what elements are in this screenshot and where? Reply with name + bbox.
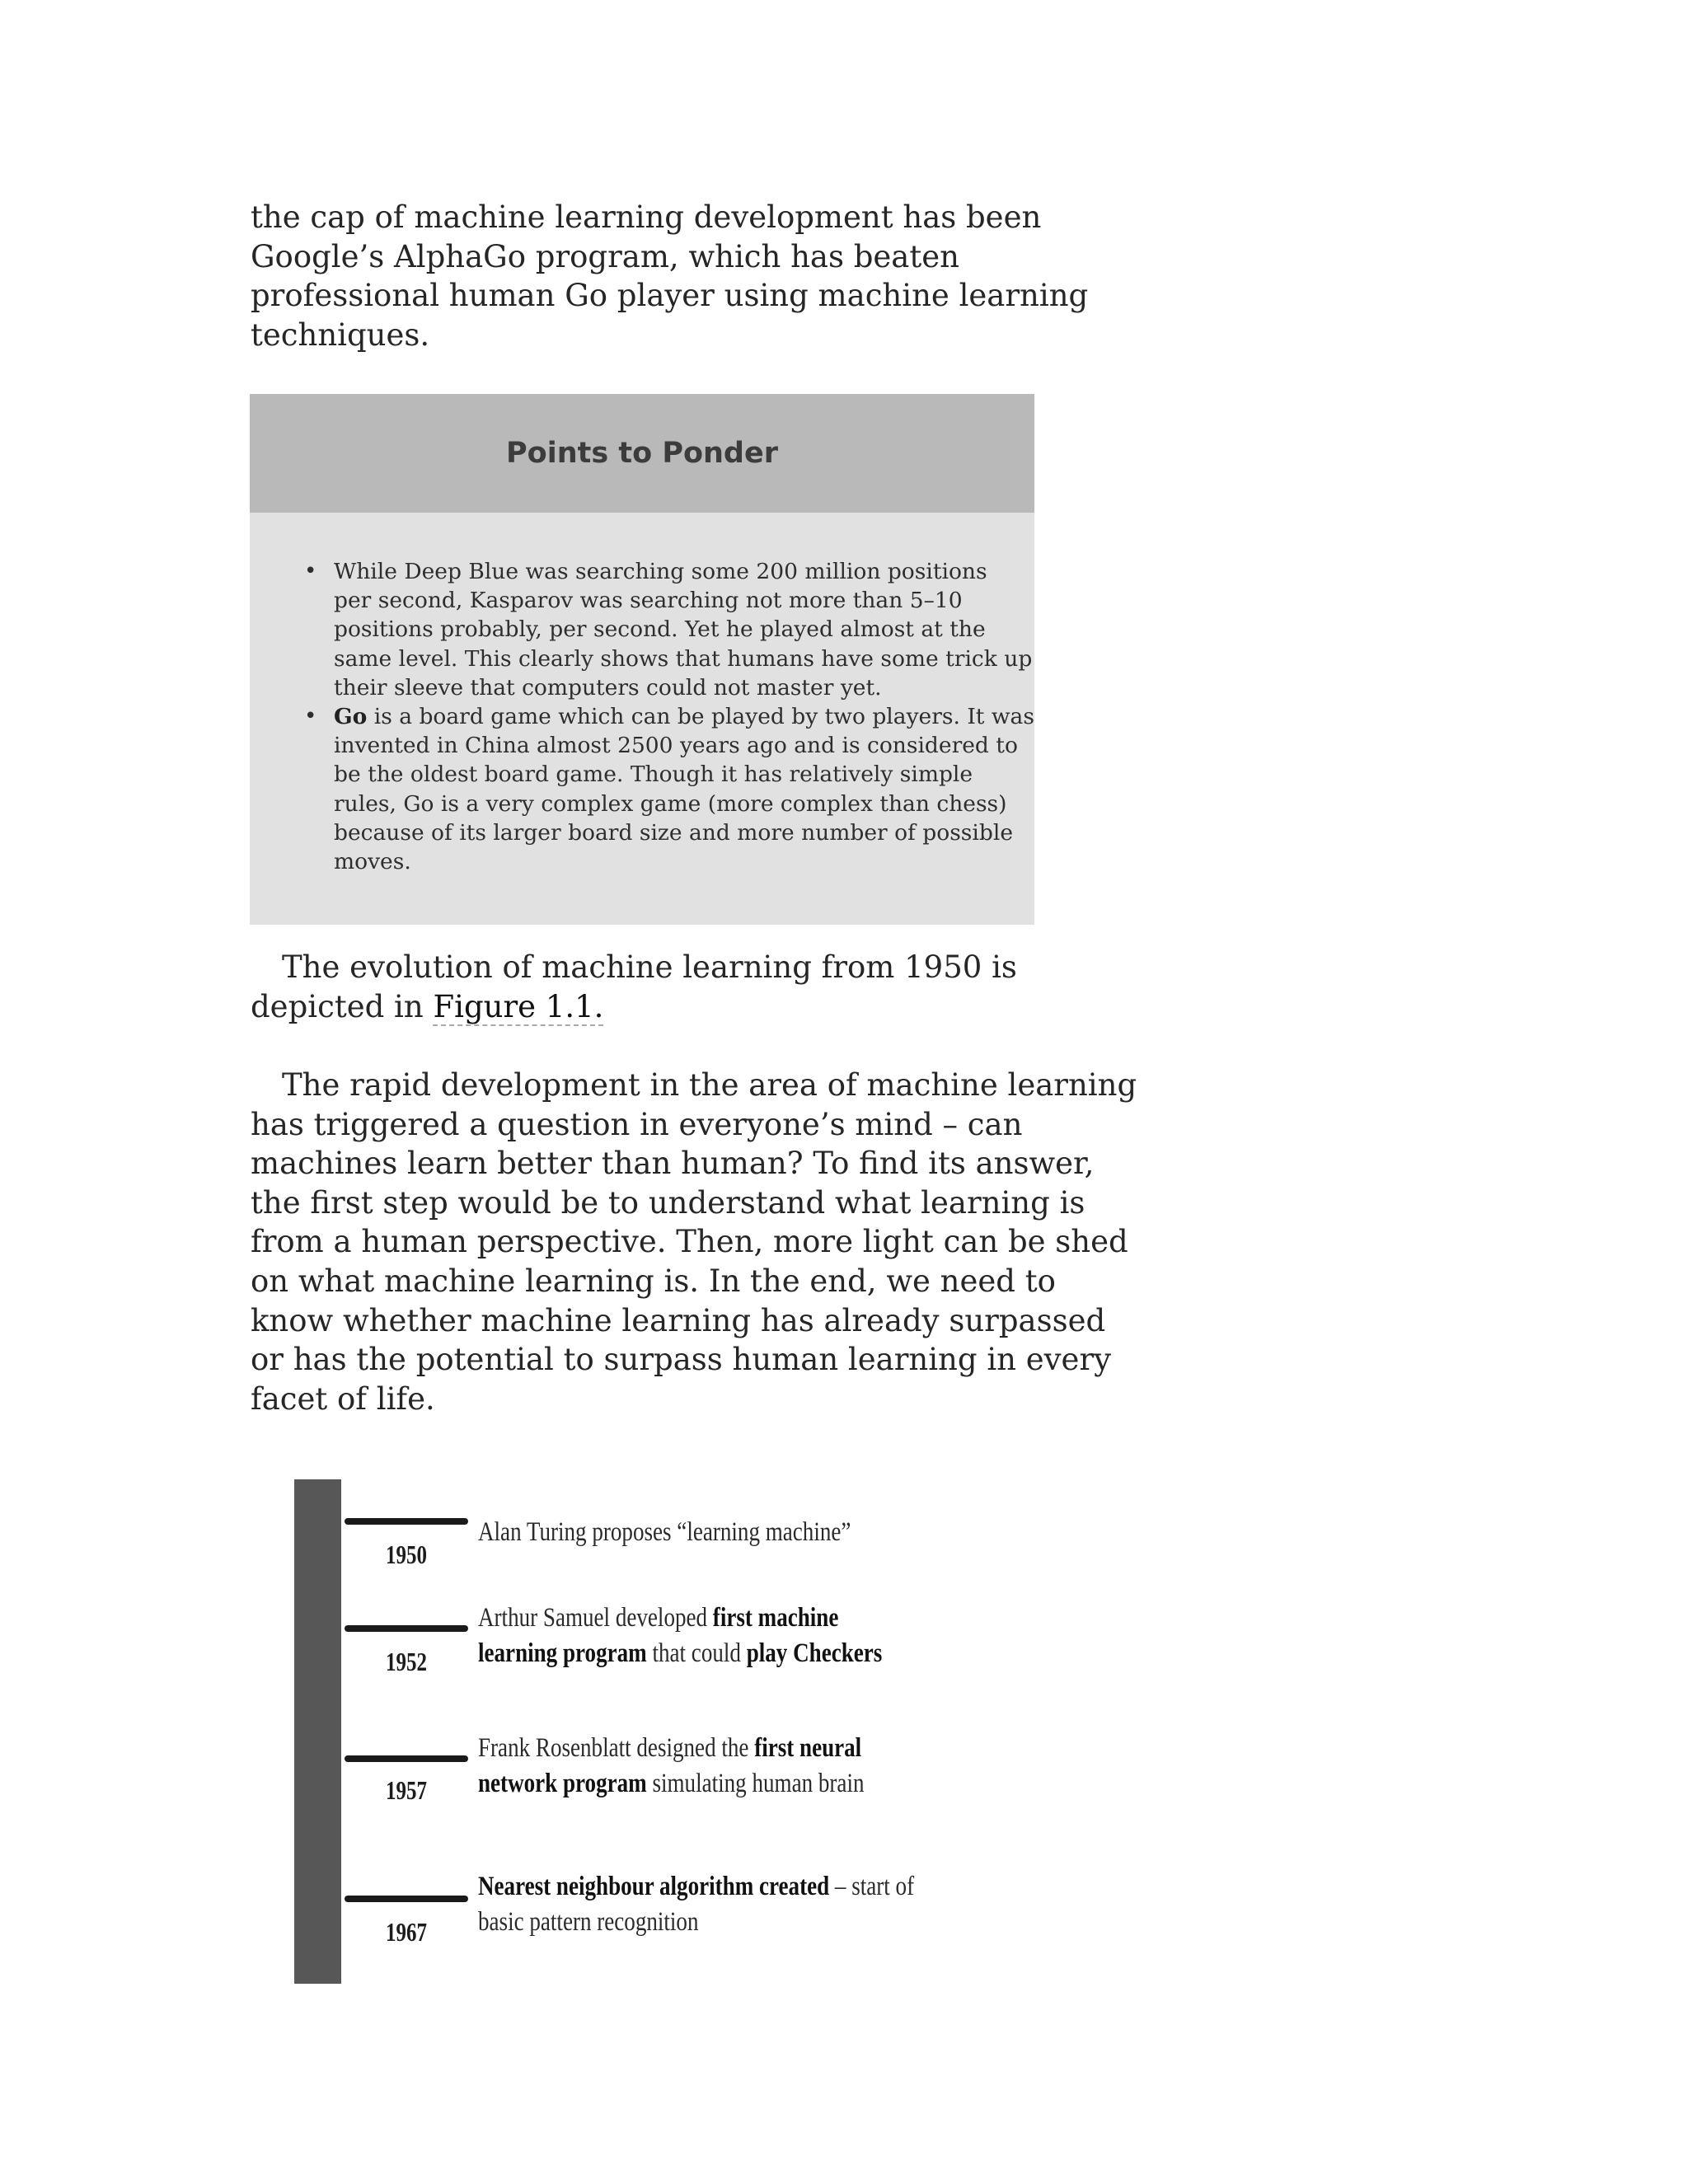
text-line: per second, Kasparov was searching not more than 5–10 (334, 588, 963, 614)
timeline-event-1952 (478, 1601, 897, 1671)
figure-1-1-link[interactable]: Figure 1.1. (433, 988, 604, 1024)
text-span: first neural (754, 1733, 862, 1763)
text-span: network program (478, 1769, 647, 1798)
text-line: machines learn better than human? To find its answer, (251, 1146, 1095, 1182)
text-span: learning program (478, 1638, 647, 1668)
bullet-icon: • (304, 704, 317, 729)
bullet-icon: • (304, 559, 317, 583)
timeline-tick-1967 (345, 1896, 468, 1902)
text-line: positions probably, per second. Yet he played almost at the (334, 616, 986, 643)
ml-evolution-timeline-figure (280, 1475, 940, 1986)
text-line: same level. This clearly shows that humans have some trick up (334, 645, 1033, 672)
timeline-tick-1952 (345, 1625, 468, 1632)
text-line (334, 702, 1034, 731)
ponder-list (250, 557, 1034, 876)
text-line: basic pattern recognition (478, 1907, 699, 1937)
timeline-year-1950: 1950 (386, 1540, 427, 1569)
evolution-paragraph (251, 948, 1042, 1026)
text-span: is a board game which can be played by two players. It was (367, 704, 1034, 730)
text-line (478, 1731, 897, 1766)
timeline-tick-1957 (345, 1755, 468, 1762)
timeline-year-1957: 1957 (386, 1775, 427, 1805)
text-line: on what machine learning is. In the end, we need to (251, 1263, 1056, 1299)
rapid-development-paragraph (251, 1066, 1137, 1418)
text-line: be the oldest board game. Though it has relatively simple (334, 762, 973, 788)
text-line: Alan Turing proposes “learning machine” (478, 1517, 851, 1547)
ponder-title: Points to Ponder (250, 394, 1034, 513)
text-line: While Deep Blue was searching some 200 million positions (334, 559, 987, 584)
text-line: from a human perspective. Then, more light can be shed (251, 1224, 1128, 1260)
intro-paragraph (251, 198, 1089, 354)
text-line: professional human Go player using machine learning (251, 278, 1089, 314)
text-span: simulating human brain (646, 1769, 865, 1798)
text-line: techniques. (251, 316, 430, 353)
text-line: because of its larger board size and more number of possible (334, 819, 1013, 846)
timeline-year-1952: 1952 (386, 1647, 427, 1676)
timeline-tick-1950 (345, 1518, 468, 1525)
text-span: play Checkers (746, 1638, 883, 1668)
text-line (478, 1766, 897, 1802)
timeline-event-1967 (478, 1869, 915, 1940)
timeline-axis-bar (294, 1479, 341, 1984)
text-line: the first step would be to understand what learning is (251, 1184, 1085, 1221)
text-line (251, 987, 1042, 1027)
text-line: moves. (334, 849, 411, 875)
text-line: facet of life. (251, 1380, 435, 1417)
text-line: has triggered a question in everyone’s mind – can (251, 1106, 1023, 1142)
text-line: The rapid development in the area of machine learning (282, 1067, 1137, 1103)
text-line: their sleeve that computers could not master yet. (334, 674, 882, 701)
text-line (478, 1636, 897, 1671)
text-span: first machine (712, 1603, 839, 1633)
text-line: The evolution of machine learning from 1950 is (282, 949, 1017, 985)
text-span: that could (646, 1638, 747, 1668)
points-to-ponder-box (250, 394, 1034, 925)
text-span: Nearest neighbour algorithm created (478, 1872, 830, 1901)
text-line: Google’s AlphaGo program, which has beaten (251, 238, 959, 274)
text-span: Frank Rosenblatt designed the (478, 1733, 755, 1763)
text-line: rules, Go is a very complex game (more complex than chess) (334, 790, 1007, 817)
text-line: know whether machine learning has already surpassed (251, 1302, 1106, 1338)
timeline-event-1957 (478, 1731, 897, 1802)
text-line: the cap of machine learning development has been (251, 199, 1042, 235)
go-term: Go (334, 704, 368, 730)
text-span: depicted in (251, 988, 434, 1024)
text-span: Arthur Samuel developed (478, 1603, 713, 1633)
text-line (478, 1601, 897, 1636)
timeline-event-1950 (478, 1515, 897, 1550)
ponder-item-deep-blue (250, 557, 1034, 702)
text-line: invented in China almost 2500 years ago and is considered to (334, 733, 1018, 759)
text-span: – start of (829, 1872, 915, 1901)
ponder-item-go (250, 702, 1034, 876)
text-line: or has the potential to surpass human learning in every (251, 1342, 1112, 1378)
timeline-year-1967: 1967 (386, 1917, 427, 1947)
text-line (478, 1869, 915, 1905)
